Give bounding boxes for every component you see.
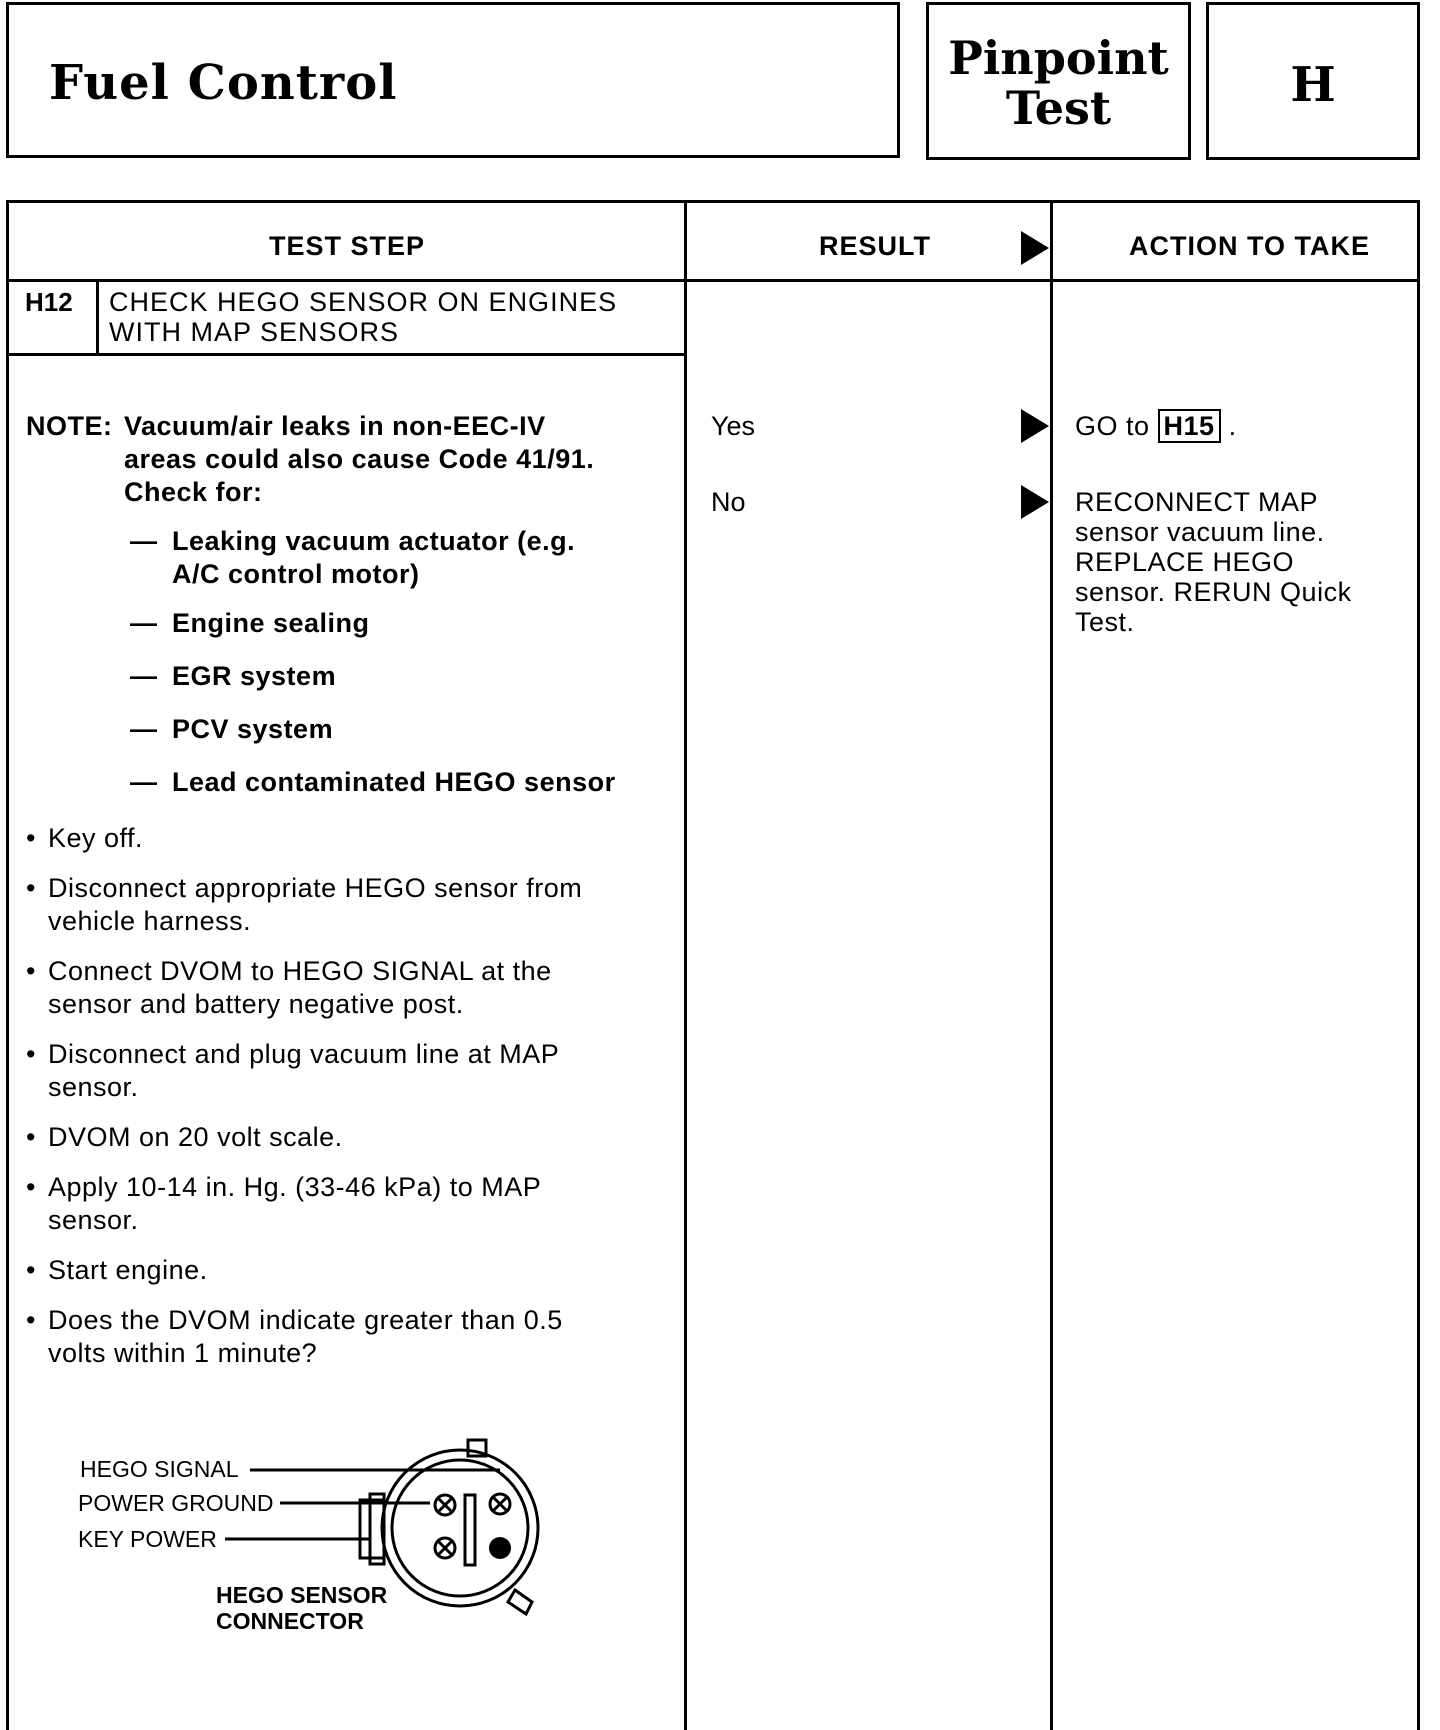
label-hego-signal: HEGO SIGNAL <box>80 1456 239 1482</box>
list-item-line: Engine sealing <box>172 608 370 638</box>
note-body <box>124 410 644 509</box>
caption-line1: HEGO SENSOR <box>216 1582 388 1608</box>
instruction-line: sensor. <box>48 1205 139 1235</box>
header-row-divider <box>9 279 1417 282</box>
action-yes-ref[interactable]: H15 <box>1158 409 1221 443</box>
hego-connector-diagram <box>60 1390 580 1634</box>
bullet-icon: • <box>26 1305 36 1335</box>
result-yes-arrow-icon <box>1021 409 1049 443</box>
instruction-line: Key off. <box>48 823 144 853</box>
connector-side-lock <box>360 1500 384 1558</box>
note-label: NOTE: <box>26 411 113 441</box>
note-line1: Vacuum/air leaks in non-EEC-IV <box>124 411 546 441</box>
page-title: Fuel Control <box>49 55 398 111</box>
instruction-line: Disconnect appropriate HEGO sensor from <box>48 873 583 903</box>
instruction-line: DVOM on 20 volt scale. <box>48 1122 343 1152</box>
action-no-line: Test. <box>1075 607 1135 637</box>
instruction-line: Does the DVOM indicate greater than 0.5 <box>48 1305 563 1335</box>
column-header-action: ACTION TO TAKE <box>1129 231 1370 261</box>
bullet-icon: • <box>26 1255 36 1285</box>
connector-divider <box>465 1495 475 1565</box>
dash-icon: — <box>130 767 158 797</box>
caption-line2: CONNECTOR <box>216 1608 364 1634</box>
connector-outer-ring <box>382 1450 538 1606</box>
note-line3: Check for: <box>124 477 263 507</box>
action-no <box>1075 487 1405 637</box>
instruction-line: Apply 10-14 in. Hg. (33-46 kPa) to MAP <box>48 1172 542 1202</box>
dash-icon: — <box>130 608 158 638</box>
result-no-arrow-icon <box>1021 485 1049 519</box>
column-divider-2 <box>1050 203 1053 1730</box>
instruction-line: Start engine. <box>48 1255 208 1285</box>
instruction-line: Disconnect and plug vacuum line at MAP <box>48 1039 560 1069</box>
pinpoint-test-label <box>929 33 1188 133</box>
instruction-line: sensor. <box>48 1072 139 1102</box>
connector-inner-ring <box>392 1460 528 1596</box>
label-key-power: KEY POWER <box>78 1526 217 1552</box>
step-title <box>109 287 617 347</box>
list-item-line: A/C control motor) <box>172 559 420 589</box>
action-no-line: REPLACE HEGO <box>1075 547 1295 577</box>
column-divider-1 <box>684 203 687 1730</box>
label-power-ground: POWER GROUND <box>78 1490 274 1516</box>
column-header-test-step: TEST STEP <box>269 231 426 261</box>
action-yes <box>1075 411 1405 441</box>
action-yes-suffix: . <box>1228 411 1237 441</box>
list-item-line: PCV system <box>172 714 334 744</box>
column-header-result: RESULT <box>819 231 931 261</box>
bullet-icon: • <box>26 1122 36 1152</box>
step-title-line1: CHECK HEGO SENSOR ON ENGINES <box>109 287 618 317</box>
connector-latch <box>508 1590 532 1614</box>
dash-icon: — <box>130 714 158 744</box>
bullet-icon: • <box>26 873 36 903</box>
result-no: No <box>711 487 746 517</box>
list-item-line: Lead contaminated HEGO sensor <box>172 767 616 797</box>
note-line2: areas could also cause Code 41/91. <box>124 444 595 474</box>
bullet-icon: • <box>26 823 36 853</box>
result-arrow-icon <box>1021 231 1049 265</box>
action-no-line: sensor vacuum line. <box>1075 517 1325 547</box>
test-letter: H <box>1290 57 1336 113</box>
instruction-line: vehicle harness. <box>48 906 252 936</box>
pinpoint-line2: Test <box>1005 81 1112 135</box>
action-no-line: RECONNECT MAP <box>1075 487 1319 517</box>
connector-drawing <box>60 1390 580 1630</box>
bullet-icon: • <box>26 1039 36 1069</box>
list-item-line: Leaking vacuum actuator (e.g. <box>172 526 576 556</box>
dash-icon: — <box>130 661 158 691</box>
step-id: H12 <box>25 287 73 317</box>
dash-icon: — <box>130 526 158 556</box>
pinpoint-line1: Pinpoint <box>948 31 1169 85</box>
header-pinpoint-box <box>926 2 1191 160</box>
instruction-line: volts within 1 minute? <box>48 1338 318 1368</box>
action-no-line: sensor. RERUN Quick <box>1075 577 1352 607</box>
bullet-icon: • <box>26 956 36 986</box>
header-title-box <box>6 2 900 158</box>
action-yes-prefix: GO to <box>1075 411 1150 441</box>
step-title-divider <box>9 353 687 356</box>
header-letter-box <box>1206 2 1420 160</box>
result-yes: Yes <box>711 411 756 441</box>
bullet-icon: • <box>26 1172 36 1202</box>
step-title-line2: WITH MAP SENSORS <box>109 317 400 347</box>
terminal-solid <box>489 1537 511 1559</box>
list-item-line: EGR system <box>172 661 337 691</box>
instruction-line: Connect DVOM to HEGO SIGNAL at the <box>48 956 552 986</box>
step-id-divider <box>96 279 99 355</box>
instruction-line: sensor and battery negative post. <box>48 989 464 1019</box>
